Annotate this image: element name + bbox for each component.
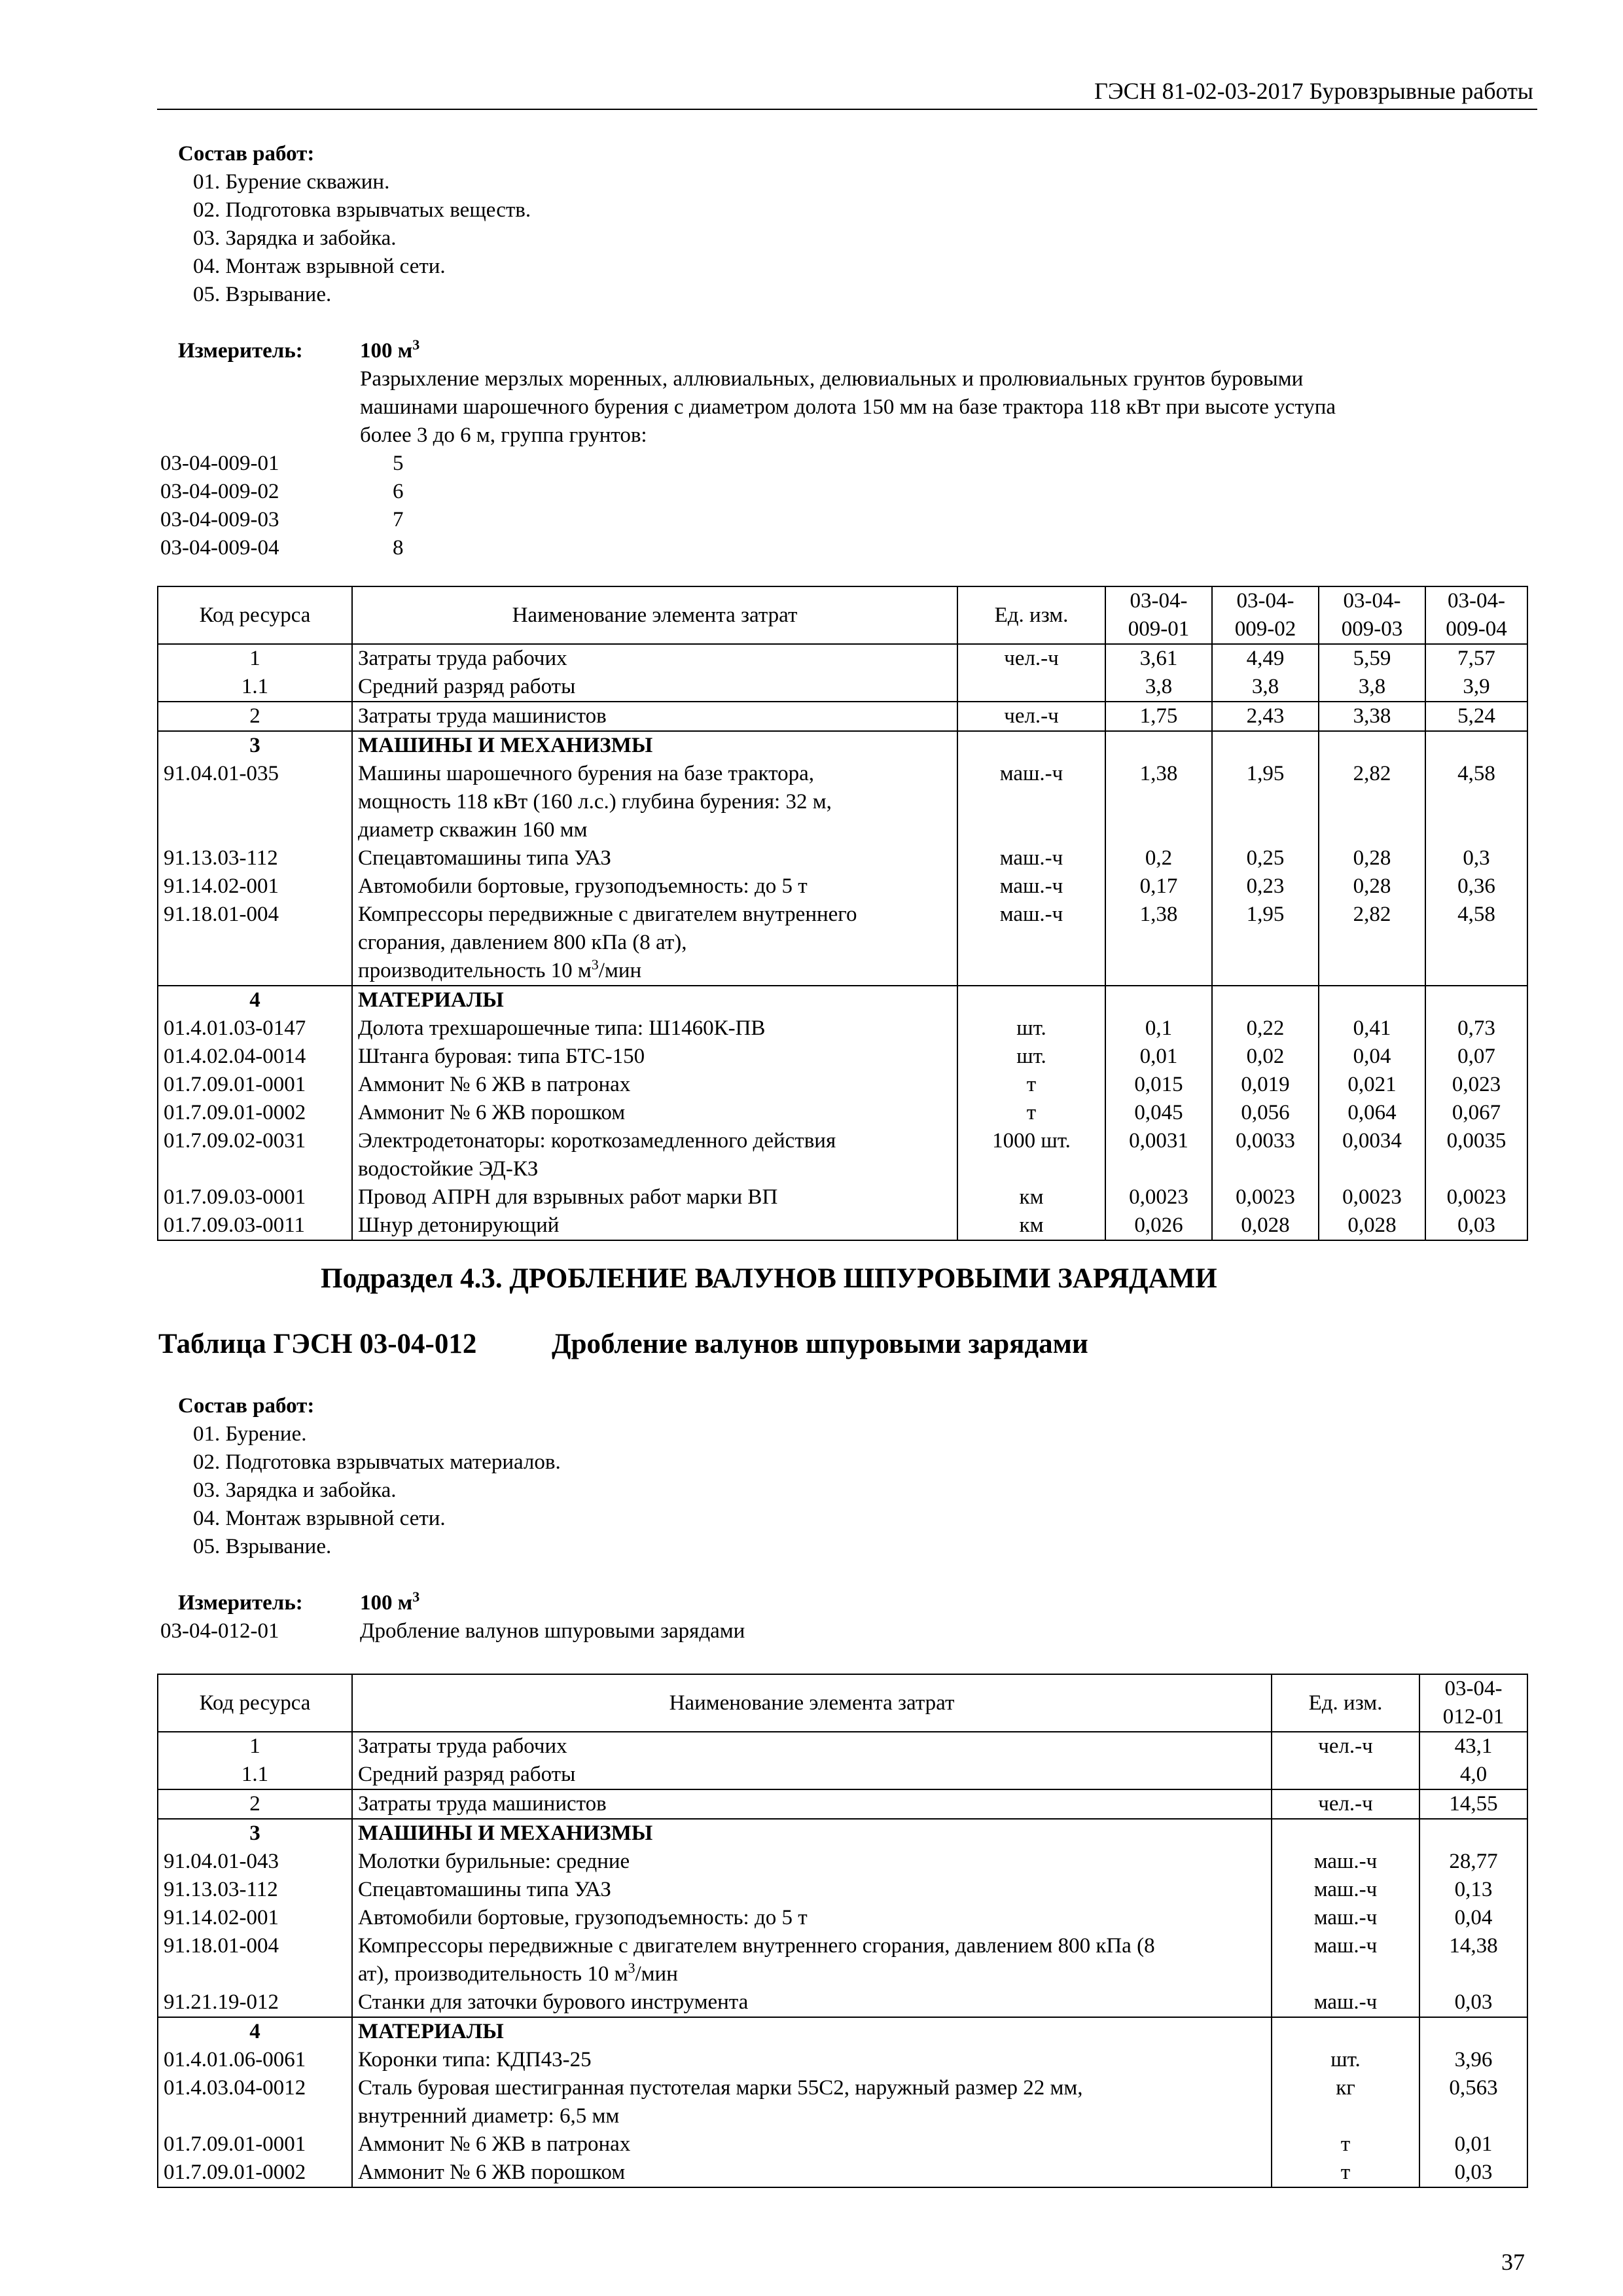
norm-code: 03-04-009-01 [160,452,279,475]
resource-unit: маш.-ч [1272,1848,1419,1876]
resource-value: 0,023 [1425,1071,1527,1099]
table-row [158,1848,1527,1876]
resource-code: 01.7.09.03-0011 [158,1211,352,1240]
resource-name: Молотки бурильные: средние [352,1848,1272,1876]
col-header: Наименование элемента затрат [352,586,957,644]
resource-unit: чел.-ч [957,702,1105,731]
resource-code: 91.13.03-112 [158,844,352,872]
resource-value: 4,49 [1212,644,1319,673]
resource-code: 01.4.01.03-0147 [158,1014,352,1043]
table-row [158,2017,1527,2046]
resource-unit: чел.-ч [1272,1732,1419,1761]
resource-unit [957,731,1105,760]
resource-name: Автомобили бортовые, грузоподъемность: до 5 т [352,872,957,901]
table-label: Таблица ГЭСН 03-04-012 [158,1329,477,1359]
composition-item: 04. Монтаж взрывной сети. [193,255,446,278]
resource-code: 01.7.09.01-0002 [158,2159,352,2187]
table-row [158,1127,1527,1183]
resource-code: 91.21.19-012 [158,1988,352,2017]
col-header: 03-04- 009-01 [1105,586,1212,644]
resource-unit: чел.-ч [1272,1789,1419,1819]
resource-value: 1,38 [1105,760,1212,844]
resource-code: 01.7.09.01-0001 [158,1071,352,1099]
resource-value: 0,41 [1319,1014,1425,1043]
resource-value: 3,9 [1425,673,1527,702]
resource-unit: км [957,1183,1105,1211]
table-row [158,1071,1527,1099]
composition-item: 05. Взрывание. [193,1535,332,1558]
table-row [158,1043,1527,1071]
resource-code: 3 [158,731,352,760]
resource-value: 0,73 [1425,1014,1527,1043]
resource-value: 0,0023 [1105,1183,1212,1211]
col-header: 03-04- 009-04 [1425,586,1527,644]
resource-name: МАТЕРИАЛЫ [352,2017,1272,2046]
resource-value: 1,38 [1105,901,1212,986]
resource-value: 0,0035 [1425,1127,1527,1183]
table-row [158,2074,1527,2130]
resource-name: Электродетонаторы: короткозамедленного действия водостойкие ЭД-КЗ [352,1127,957,1183]
resource-name: Затраты труда машинистов [352,1789,1272,1819]
table-row [158,1904,1527,1932]
table-row [158,760,1527,844]
resource-unit: т [957,1099,1105,1127]
resource-value: 3,61 [1105,644,1212,673]
table-row [158,1099,1527,1127]
resource-unit: шт. [1272,2046,1419,2074]
resource-name: Коронки типа: КДП43-25 [352,2046,1272,2074]
resource-code: 01.7.09.01-0002 [158,1099,352,1127]
table-row [158,1789,1527,1819]
resource-code: 2 [158,1789,352,1819]
resource-value: 7,57 [1425,644,1527,673]
resource-code: 91.18.01-004 [158,1932,352,1988]
resource-unit [957,673,1105,702]
resource-value: 4,0 [1419,1761,1527,1789]
composition-title: Состав работ: [178,1394,315,1418]
resource-value: 3,96 [1419,2046,1527,2074]
resource-value: 0,3 [1425,844,1527,872]
col-header: 03-04- 009-02 [1212,586,1319,644]
table-row [158,872,1527,901]
resource-unit: шт. [957,1043,1105,1071]
resource-value: 3,8 [1212,673,1319,702]
resource-value: 0,028 [1212,1211,1319,1240]
resource-value: 0,23 [1212,872,1319,901]
resource-table-012 [157,1674,1528,2188]
resource-value: 0,0033 [1212,1127,1319,1183]
resource-code: 1.1 [158,673,352,702]
resource-value: 0,03 [1419,2159,1527,2187]
resource-value: 0,22 [1212,1014,1319,1043]
resource-code: 1 [158,644,352,673]
composition-title: Состав работ: [178,142,315,166]
meter-value: 100 $м^3$ [360,1588,420,1615]
resource-unit: маш.-ч [957,872,1105,901]
table-row [158,1819,1527,1848]
resource-code: 01.4.01.06-0061 [158,2046,352,2074]
resource-code: 01.7.09.02-0031 [158,1127,352,1183]
resource-value: 0,019 [1212,1071,1319,1099]
resource-value: 0,563 [1419,2074,1527,2130]
composition-item: 03. Зарядка и забойка. [193,226,397,250]
resource-value: 3,38 [1319,702,1425,731]
resource-value: 0,0031 [1105,1127,1212,1183]
resource-name: МАТЕРИАЛЫ [352,986,957,1014]
resource-code: 91.18.01-004 [158,901,352,986]
resource-unit: км [957,1211,1105,1240]
resource-value: 2,82 [1319,760,1425,844]
col-header: Ед. изм. [1272,1674,1419,1732]
table-row [158,1876,1527,1904]
resource-unit: маш.-ч [1272,1904,1419,1932]
resource-unit [957,986,1105,1014]
norm-group: 8 [393,536,404,560]
work-description: Разрыхление мерзлых моренных, аллювиальных, делювиальных и пролювиальных грунтов буровыми [360,367,1304,391]
table-row [158,2159,1527,2187]
resource-value: 1,95 [1212,760,1319,844]
resource-table-009 [157,586,1528,1241]
table-row [158,1211,1527,1240]
resource-name: Сталь буровая шестигранная пустотелая марки 55С2, наружный размер 22 мм, внутренний диаметр: 6,5 мм [352,2074,1272,2130]
resource-name: МАШИНЫ И МЕХАНИЗМЫ [352,731,957,760]
resource-unit: маш.-ч [957,760,1105,844]
table-row [158,702,1527,731]
norm-code: 03-04-009-02 [160,480,279,503]
resource-name: Спецавтомашины типа УАЗ [352,844,957,872]
resource-code: 01.7.09.03-0001 [158,1183,352,1211]
table-row [158,901,1527,986]
resource-value: 0,13 [1419,1876,1527,1904]
table-row [158,1761,1527,1789]
resource-unit: маш.-ч [1272,1876,1419,1904]
resource-unit [1272,1761,1419,1789]
resource-value: 0,01 [1419,2130,1527,2159]
composition-item: 04. Монтаж взрывной сети. [193,1507,446,1530]
resource-code: 91.14.02-001 [158,1904,352,1932]
resource-name: Провод АПРН для взрывных работ марки ВП [352,1183,957,1211]
norm-code: 03-04-009-04 [160,536,279,560]
resource-unit: 1000 шт. [957,1127,1105,1183]
resource-value: 0,04 [1419,1904,1527,1932]
table-row [158,986,1527,1014]
resource-code: 91.04.01-035 [158,760,352,844]
resource-value: 0,015 [1105,1071,1212,1099]
resource-name: Затраты труда рабочих [352,1732,1272,1761]
resource-name: Станки для заточки бурового инструмента [352,1988,1272,2017]
resource-value: 1,75 [1105,702,1212,731]
col-header: Наименование элемента затрат [352,1674,1272,1732]
table-row [158,844,1527,872]
composition-item: 02. Подготовка взрывчатых веществ. [193,198,531,222]
resource-value [1105,731,1212,760]
resource-value [1212,731,1319,760]
resource-code: 91.13.03-112 [158,1876,352,1904]
composition-item: 01. Бурение. [193,1422,307,1446]
norm-code: 03-04-009-03 [160,508,279,531]
norm-description: Дробление валунов шпуровыми зарядами [360,1619,745,1643]
header-divider [157,109,1537,110]
resource-value: 3,8 [1319,673,1425,702]
resource-name: Затраты труда рабочих [352,644,957,673]
resource-value [1419,2017,1527,2046]
composition-item: 05. Взрывание. [193,283,332,306]
resource-unit: маш.-ч [957,844,1105,872]
meter-value: 100 $м^3$ [360,336,420,363]
resource-code: 1 [158,1732,352,1761]
norm-code: 03-04-012-01 [160,1619,279,1643]
resource-value [1212,986,1319,1014]
resource-value [1425,986,1527,1014]
work-description: машинами шарошечного бурения с диаметром долота 150 мм на базе трактора 118 кВт при высоте уступа [360,395,1336,419]
resource-value: 0,064 [1319,1099,1425,1127]
resource-name: Аммонит № 6 ЖВ в патронах [352,2130,1272,2159]
resource-value: 2,43 [1212,702,1319,731]
table-row [158,644,1527,673]
norm-group: 5 [393,452,404,475]
resource-value: 0,067 [1425,1099,1527,1127]
resource-name: Затраты труда машинистов [352,702,957,731]
composition-item: 02. Подготовка взрывчатых материалов. [193,1450,561,1474]
composition-item: 01. Бурение скважин. [193,170,390,194]
resource-value: 0,0034 [1319,1127,1425,1183]
table-row [158,1014,1527,1043]
resource-name: Средний разряд работы [352,673,957,702]
resource-value: 2,82 [1319,901,1425,986]
resource-value: 14,55 [1419,1789,1527,1819]
resource-name: Долота трехшарошечные типа: Ш1460К-ПВ [352,1014,957,1043]
resource-value: 0,03 [1419,1988,1527,2017]
resource-value [1105,986,1212,1014]
resource-value: 0,028 [1319,1211,1425,1240]
resource-value: 5,59 [1319,644,1425,673]
resource-name: Средний разряд работы [352,1761,1272,1789]
resource-unit: шт. [957,1014,1105,1043]
resource-value: 0,2 [1105,844,1212,872]
resource-value: 0,03 [1425,1211,1527,1240]
resource-value: 0,28 [1319,872,1425,901]
meter-label: Измеритель: [178,339,303,363]
page-number: 37 [1501,2249,1525,2275]
resource-value: 0,02 [1212,1043,1319,1071]
resource-code: 4 [158,2017,352,2046]
col-header: Код ресурса [158,1674,352,1732]
resource-name: Аммонит № 6 ЖВ в патронах [352,1071,957,1099]
resource-value: 0,01 [1105,1043,1212,1071]
resource-name: Автомобили бортовые, грузоподъемность: до 5 т [352,1904,1272,1932]
col-header: 03-04- 012-01 [1419,1674,1527,1732]
resource-value: 0,0023 [1425,1183,1527,1211]
resource-value: 0,1 [1105,1014,1212,1043]
resource-value: 0,021 [1319,1071,1425,1099]
norm-group: 6 [393,480,404,503]
table-row [158,2130,1527,2159]
table-row [158,731,1527,760]
table-row [158,1183,1527,1211]
resource-value: 14,38 [1419,1932,1527,1988]
resource-unit: маш.-ч [1272,1988,1419,2017]
norm-group: 7 [393,508,404,531]
resource-code: 91.04.01-043 [158,1848,352,1876]
resource-value: 0,36 [1425,872,1527,901]
resource-code: 2 [158,702,352,731]
resource-name: Машины шарошечного бурения на базе трактора, мощность 118 кВт (160 л.с.) глубина бурения: 32 м, диаметр скважин 160 мм [352,760,957,844]
resource-name: Аммонит № 6 ЖВ порошком [352,2159,1272,2187]
resource-value [1319,986,1425,1014]
composition-item: 03. Зарядка и забойка. [193,1479,397,1502]
resource-code: 01.4.03.04-0012 [158,2074,352,2130]
table-row [158,1932,1527,1988]
resource-value: 28,77 [1419,1848,1527,1876]
resource-value: 0,17 [1105,872,1212,901]
resource-value: 0,026 [1105,1211,1212,1240]
resource-code: 01.7.09.01-0001 [158,2130,352,2159]
resource-value: 4,58 [1425,760,1527,844]
col-header: 03-04- 009-03 [1319,586,1425,644]
table-title: Дробление валунов шпуровыми зарядами [552,1329,1088,1359]
resource-value [1425,731,1527,760]
resource-value: 0,04 [1319,1043,1425,1071]
resource-name: МАШИНЫ И МЕХАНИЗМЫ [352,1819,1272,1848]
resource-value: 3,8 [1105,673,1212,702]
resource-unit: т [1272,2159,1419,2187]
resource-value: 1,95 [1212,901,1319,986]
col-header: Ед. изм. [957,586,1105,644]
resource-code: 91.14.02-001 [158,872,352,901]
resource-value [1419,1819,1527,1848]
table-row [158,2046,1527,2074]
resource-name: Компрессоры передвижные с двигателем внутреннего сгорания, давлением 800 кПа (8 ат), производительность 10 $м^3$/мин [352,1932,1272,1988]
resource-value [1319,731,1425,760]
resource-value: 0,056 [1212,1099,1319,1127]
work-description: более 3 до 6 м, группа грунтов: [360,423,647,447]
meter-label: Измеритель: [178,1591,303,1615]
resource-value: 4,58 [1425,901,1527,986]
resource-unit: чел.-ч [957,644,1105,673]
resource-unit [1272,1819,1419,1848]
resource-value: 0,0023 [1319,1183,1425,1211]
table-row [158,673,1527,702]
resource-value: 0,28 [1319,844,1425,872]
resource-value: 0,0023 [1212,1183,1319,1211]
col-header: Код ресурса [158,586,352,644]
resource-code: 1.1 [158,1761,352,1789]
page-header-title: ГЭСН 81-02-03-2017 Буровзрывные работы [1094,78,1533,104]
resource-name: Штанга буровая: типа БТС-150 [352,1043,957,1071]
resource-unit: т [1272,2130,1419,2159]
resource-value: 0,045 [1105,1099,1212,1127]
resource-name: Шнур детонирующий [352,1211,957,1240]
resource-unit: кг [1272,2074,1419,2130]
resource-name: Компрессоры передвижные с двигателем внутреннего сгорания, давлением 800 кПа (8 ат), производительность 10 $м^3$/мин [352,901,957,986]
resource-value: 0,25 [1212,844,1319,872]
resource-name: Спецавтомашины типа УАЗ [352,1876,1272,1904]
resource-value: 43,1 [1419,1732,1527,1761]
resource-value: 0,07 [1425,1043,1527,1071]
resource-name: Аммонит № 6 ЖВ порошком [352,1099,957,1127]
table-row [158,1732,1527,1761]
subsection-title: Подраздел 4.3. ДРОБЛЕНИЕ ВАЛУНОВ ШПУРОВЫМИ ЗАРЯДАМИ [321,1263,1217,1294]
resource-code: 4 [158,986,352,1014]
resource-unit [1272,2017,1419,2046]
resource-unit: маш.-ч [1272,1932,1419,1988]
resource-code: 3 [158,1819,352,1848]
resource-unit: маш.-ч [957,901,1105,986]
resource-value: 5,24 [1425,702,1527,731]
table-row [158,1988,1527,2017]
resource-code: 01.4.02.04-0014 [158,1043,352,1071]
resource-unit: т [957,1071,1105,1099]
